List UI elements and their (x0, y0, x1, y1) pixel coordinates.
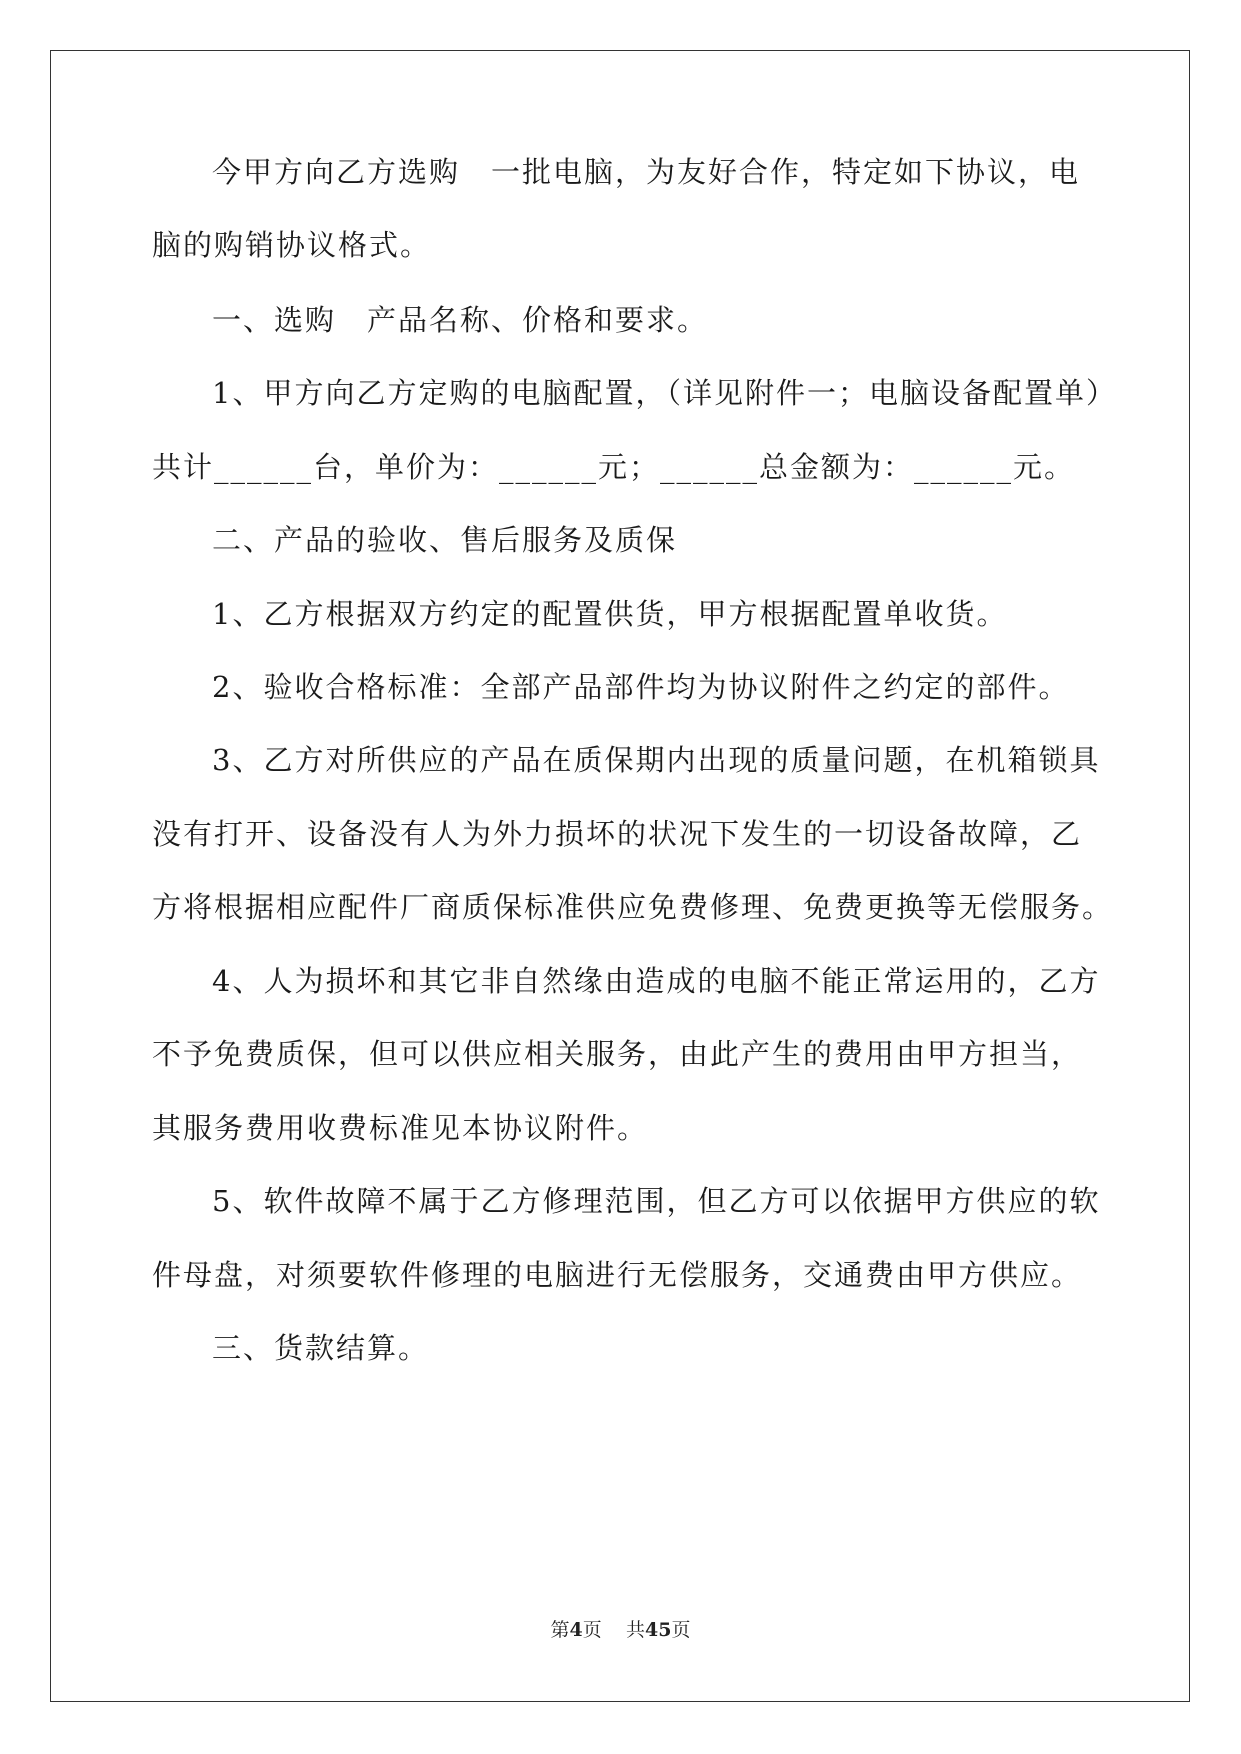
paragraph-line: 3、乙方对所供应的产品在质保期内出现的质量问题，在机箱锁具 (212, 743, 1101, 777)
paragraph-line: 1、甲方向乙方定购的电脑配置，（详见附件一；电脑设备配置单） (212, 376, 1117, 410)
section-heading: 三、货款结算。 (212, 1331, 430, 1365)
footer-total-suffix: 页 (671, 1619, 691, 1641)
page-frame (50, 50, 1190, 1702)
section-heading: 二、产品的验收、售后服务及质保 (212, 523, 678, 557)
paragraph-line: 其服务费用收费标准见本协议附件。 (152, 1111, 649, 1145)
footer-prefix: 第 (550, 1619, 570, 1641)
paragraph-line: 件母盘，对须要软件修理的电脑进行无偿服务，交通费由甲方供应。 (152, 1258, 1083, 1292)
paragraph-line: 2、验收合格标准：全部产品部件均为协议附件之约定的部件。 (212, 670, 1070, 704)
paragraph-line: 方将根据相应配件厂商质保标准供应免费修理、免费更换等无偿服务。 (152, 890, 1114, 924)
current-page-number: 4 (569, 1619, 583, 1641)
paragraph-line: 不予免费质保，但可以供应相关服务，由此产生的费用由甲方担当， (152, 1037, 1083, 1071)
paragraph-line: 1、乙方根据双方约定的配置供货，甲方根据配置单收货。 (212, 597, 1008, 631)
paragraph-line: 没有打开、设备没有人为外力损坏的状况下发生的一切设备故障，乙 (152, 817, 1083, 851)
footer-total-prefix: 共 (625, 1619, 645, 1641)
paragraph-line: 5、软件故障不属于乙方修理范围，但乙方可以依据甲方供应的软 (212, 1184, 1101, 1218)
paragraph-line: 脑的购销协议格式。 (152, 228, 432, 262)
page-footer (0, 1618, 1241, 1642)
section-heading: 一、选购 产品名称、价格和要求。 (212, 303, 709, 337)
total-pages-number: 45 (644, 1619, 672, 1641)
paragraph-line: 今甲方向乙方选购 一批电脑，为友好合作，特定如下协议，电 (212, 155, 1081, 189)
paragraph-line: 共计______台，单价为：______元；______总金额为：______元。 (152, 450, 1076, 484)
footer-page-word: 页 (582, 1619, 602, 1641)
paragraph-line: 4、人为损坏和其它非自然缘由造成的电脑不能正常运用的，乙方 (212, 964, 1101, 998)
